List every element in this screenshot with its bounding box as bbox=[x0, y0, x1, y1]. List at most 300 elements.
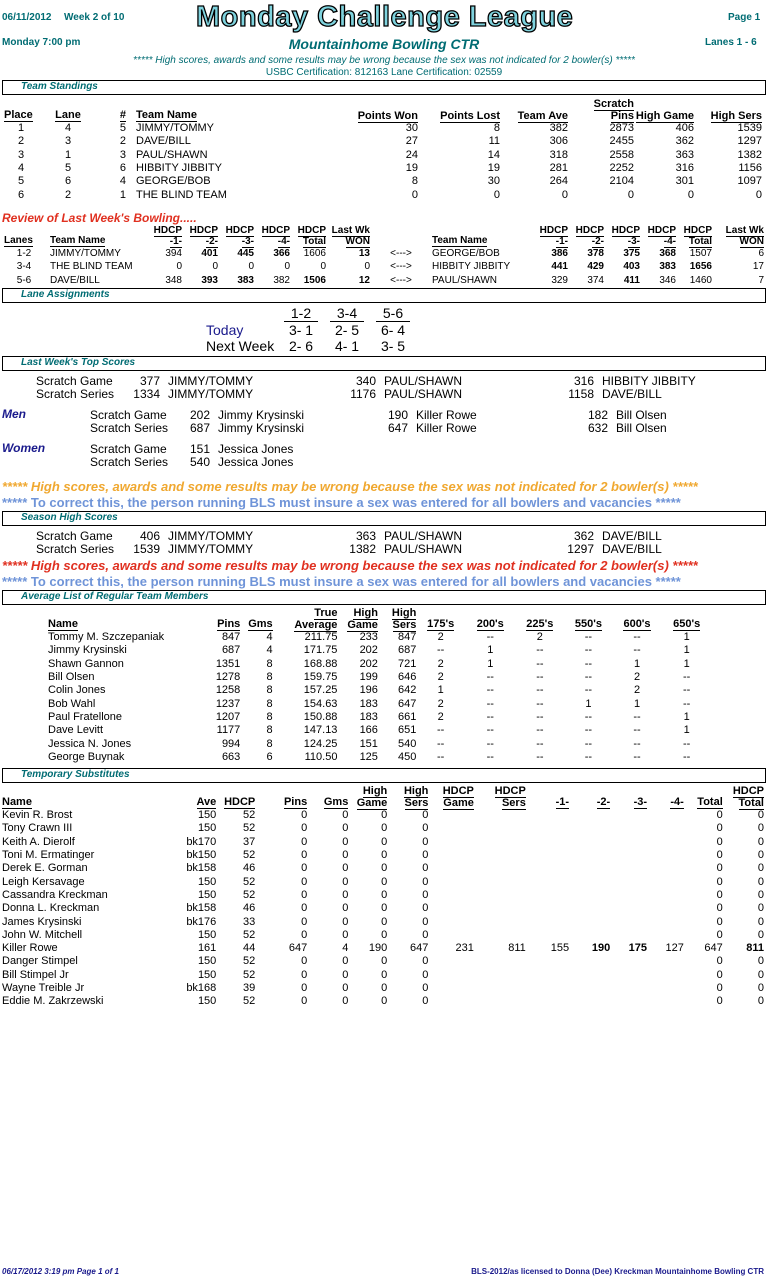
stat-cell bbox=[428, 809, 473, 822]
table-row bbox=[48, 724, 712, 737]
score-cell: 374 bbox=[587, 274, 604, 286]
stat-cell: 0 bbox=[381, 982, 388, 994]
men-label: Men bbox=[2, 407, 26, 421]
stat-cell bbox=[647, 902, 684, 915]
stat-cell: -- bbox=[633, 644, 641, 657]
versus-arrow: <---> bbox=[390, 248, 412, 260]
col-pins: Pins bbox=[217, 618, 241, 630]
score-value: 406 bbox=[139, 529, 160, 543]
stat-cell: 157.25 bbox=[303, 684, 338, 697]
stat-cell: 171.75 bbox=[303, 644, 338, 657]
score-cell: 429 bbox=[587, 261, 604, 273]
temp-subs-section bbox=[2, 768, 766, 783]
versus-arrow: <---> bbox=[390, 274, 412, 286]
stat-cell bbox=[647, 995, 684, 1008]
stat-cell: 1207 bbox=[215, 710, 241, 723]
stat-cell: 1 bbox=[633, 657, 641, 670]
col-hdcp-2: HDCP -2- bbox=[189, 225, 218, 247]
score-value: 1297 bbox=[567, 542, 594, 556]
stat-cell bbox=[474, 862, 526, 875]
stat-cell bbox=[569, 915, 610, 928]
stat-cell: -- bbox=[536, 710, 544, 723]
team-name-cell: HIBBITY JIBBITY bbox=[432, 261, 511, 273]
stat-cell: -- bbox=[584, 724, 593, 737]
stat-cell: 647 bbox=[704, 942, 723, 955]
table-row bbox=[4, 260, 764, 273]
stat-cell: 6 bbox=[266, 750, 273, 763]
stat-cell: -- bbox=[536, 737, 544, 750]
stat-cell: 166 bbox=[359, 724, 378, 737]
sub-name-cell: Donna L. Kreckman bbox=[2, 902, 100, 915]
stat-cell: 0 bbox=[757, 902, 764, 915]
stat-cell: 1237 bbox=[215, 697, 241, 710]
stat-cell: 540 bbox=[398, 737, 417, 750]
stat-cell: bk170 bbox=[186, 835, 217, 848]
bowler-name-cell: Dave Levitt bbox=[48, 724, 104, 737]
stat-cell: 0 bbox=[422, 968, 429, 981]
stat-cell: 0 bbox=[422, 902, 429, 915]
stat-cell: -- bbox=[486, 697, 494, 710]
col-hdcp-game: HDCP Game bbox=[442, 785, 474, 809]
score-value: 687 bbox=[189, 421, 210, 435]
col-scratch-pins: Scratch Pins bbox=[593, 98, 634, 122]
stat-cell: 0 bbox=[716, 822, 723, 835]
next-week-label: Next Week bbox=[206, 338, 275, 354]
score-value: 1158 bbox=[568, 387, 594, 401]
points-won-cell: 27 bbox=[405, 135, 418, 148]
stat-cell: 2 bbox=[437, 671, 444, 684]
stat-cell: 0 bbox=[381, 915, 388, 928]
stat-cell: 0 bbox=[342, 928, 349, 941]
stat-cell: 52 bbox=[243, 809, 256, 822]
points-lost-cell: 8 bbox=[493, 122, 500, 135]
stat-cell bbox=[647, 875, 684, 888]
stat-cell bbox=[526, 809, 569, 822]
week-label: Week 2 of 10 bbox=[64, 12, 125, 23]
score-name: Jimmy Krysinski bbox=[218, 421, 304, 435]
col-225s: 225's bbox=[526, 618, 554, 630]
stat-cell: -- bbox=[633, 710, 641, 723]
score-cell: 394 bbox=[165, 248, 182, 260]
points-won-cell: 19 bbox=[405, 162, 418, 175]
stat-cell: 0 bbox=[757, 835, 764, 848]
lane-cell: 2 bbox=[64, 188, 72, 201]
stat-cell: 231 bbox=[455, 942, 474, 955]
stat-cell: 0 bbox=[422, 849, 429, 862]
lane-cell: 5 bbox=[64, 162, 72, 175]
stat-cell: 52 bbox=[243, 968, 256, 981]
score-value: 377 bbox=[139, 374, 160, 388]
col-hdcp-total: HDCP Total bbox=[732, 785, 764, 809]
col-game-3: -3- bbox=[633, 796, 648, 808]
score-name: JIMMY/TOMMY bbox=[168, 542, 254, 556]
today-label: Today bbox=[206, 322, 244, 338]
stat-cell: -- bbox=[584, 671, 593, 684]
team-name-cell: GEORGE/BOB bbox=[432, 248, 500, 260]
score-name: DAVE/BILL bbox=[602, 529, 662, 543]
next-week-row: 2- 6 4- 1 3- 5 bbox=[288, 338, 406, 354]
col-hdcp: HDCP bbox=[224, 796, 256, 808]
score-value: 316 bbox=[573, 374, 594, 388]
col-high-sers: High Sers bbox=[403, 785, 429, 809]
table-row bbox=[48, 684, 712, 697]
score-name: PAUL/SHAWN bbox=[384, 374, 463, 388]
section-title: Last Week's Top Scores bbox=[21, 357, 136, 368]
stat-cell: 8 bbox=[266, 657, 273, 670]
score-value: 190 bbox=[387, 408, 408, 422]
stat-cell bbox=[474, 969, 526, 982]
stat-cell: 0 bbox=[716, 902, 723, 915]
team-standings-section bbox=[2, 80, 766, 95]
lane-assignments-section bbox=[2, 288, 766, 303]
score-cell: 1606 bbox=[303, 248, 326, 260]
stat-cell: 0 bbox=[757, 982, 764, 994]
stat-cell: 0 bbox=[301, 928, 308, 941]
score-cell: 348 bbox=[165, 274, 182, 286]
report-date: 06/11/2012 bbox=[2, 12, 52, 23]
stat-cell: 1 bbox=[683, 724, 690, 737]
score-name: JIMMY/TOMMY bbox=[168, 529, 254, 543]
score-value: 1539 bbox=[133, 542, 160, 556]
score-value: 632 bbox=[587, 421, 608, 435]
sub-name-cell: Cassandra Kreckman bbox=[2, 888, 108, 901]
table-row bbox=[4, 135, 762, 148]
stat-cell: 2 bbox=[437, 710, 444, 723]
bowler-name-cell: Jimmy Krysinski bbox=[48, 644, 127, 657]
stat-cell bbox=[526, 889, 569, 902]
stat-cell: 0 bbox=[757, 822, 764, 835]
team-name-cell: PAUL/SHAWN bbox=[136, 148, 208, 161]
stat-cell: -- bbox=[486, 750, 494, 763]
col-hdcp-3: HDCP -3- bbox=[225, 225, 254, 247]
stat-cell: 124.25 bbox=[303, 737, 338, 750]
stat-cell bbox=[569, 809, 610, 822]
stat-cell: 0 bbox=[301, 968, 308, 981]
score-cell: 403 bbox=[623, 261, 640, 273]
stat-cell bbox=[647, 955, 684, 968]
stat-cell bbox=[647, 929, 684, 942]
stat-cell: 190 bbox=[591, 942, 611, 955]
high-scores-warning-2: ***** High scores, awards and some results may be wrong because the sex was not indicated for 2 bowler(s) ***** bbox=[2, 558, 698, 573]
stat-cell bbox=[647, 849, 684, 862]
lanes-cell: 3-4 bbox=[16, 261, 32, 273]
table-row bbox=[2, 969, 764, 982]
stat-cell: -- bbox=[536, 724, 544, 737]
stat-cell: 0 bbox=[757, 849, 764, 862]
stat-cell: 0 bbox=[301, 809, 308, 822]
score-value: 363 bbox=[355, 529, 376, 543]
stat-cell: -- bbox=[584, 684, 593, 697]
stat-cell: -- bbox=[486, 684, 494, 697]
footer-right: BLS-2012/as licensed to Donna (Dee) Kreckman Mountainhome Bowling CTR bbox=[471, 1267, 764, 1276]
stat-cell: 0 bbox=[716, 928, 723, 941]
table-row bbox=[2, 822, 764, 835]
stat-cell: 0 bbox=[716, 809, 723, 822]
col-hdcp-total-right: HDCP Total bbox=[683, 225, 712, 247]
score-value: 647 bbox=[387, 421, 408, 435]
sub-name-cell: John W. Mitchell bbox=[2, 928, 83, 941]
stat-cell bbox=[428, 982, 473, 995]
place-cell: 5 bbox=[17, 175, 25, 188]
stat-cell: 994 bbox=[221, 737, 241, 750]
stat-cell: -- bbox=[536, 671, 544, 684]
stat-cell: 2 bbox=[437, 697, 444, 710]
stat-cell bbox=[569, 902, 610, 915]
high-sers-cell: 1097 bbox=[737, 175, 762, 188]
stat-cell: 202 bbox=[359, 657, 378, 670]
bowler-name-cell: Colin Jones bbox=[48, 684, 106, 697]
lanes-cell: 1-2 bbox=[16, 248, 32, 260]
stat-cell bbox=[526, 902, 569, 915]
stat-cell: 0 bbox=[342, 902, 349, 915]
stat-cell bbox=[428, 929, 473, 942]
col-game-1: -1- bbox=[555, 796, 570, 808]
score-cell: 383 bbox=[237, 274, 254, 286]
stat-cell bbox=[647, 862, 684, 875]
high-game-cell: 301 bbox=[675, 175, 694, 188]
stat-cell bbox=[569, 862, 610, 875]
stat-cell bbox=[647, 915, 684, 928]
stat-cell: 687 bbox=[398, 644, 417, 657]
high-game-cell: 406 bbox=[675, 122, 694, 135]
score-name: Jessica Jones bbox=[218, 442, 294, 456]
stat-cell: 155 bbox=[550, 942, 570, 955]
stat-cell: 0 bbox=[422, 875, 429, 888]
stat-cell: 0 bbox=[422, 995, 429, 1008]
stat-cell: -- bbox=[584, 657, 593, 670]
page-label: Page 1 bbox=[728, 12, 761, 23]
stat-cell bbox=[610, 955, 647, 968]
stat-cell: 663 bbox=[221, 750, 241, 763]
table-row bbox=[48, 644, 712, 657]
stat-cell: 1 bbox=[487, 657, 494, 670]
stat-cell: 0 bbox=[301, 888, 308, 901]
team-name-cell: THE BLIND TEAM bbox=[50, 261, 133, 273]
stat-cell bbox=[428, 889, 473, 902]
stat-cell bbox=[647, 889, 684, 902]
points-won-cell: 24 bbox=[405, 148, 418, 161]
stat-cell: -- bbox=[682, 684, 691, 697]
score-name: Bill Olsen bbox=[616, 421, 667, 435]
stat-cell: 39 bbox=[243, 982, 256, 994]
stat-cell: 0 bbox=[301, 982, 308, 994]
stat-cell bbox=[474, 929, 526, 942]
stat-cell bbox=[610, 862, 647, 875]
stat-cell: 1 bbox=[683, 644, 690, 657]
table-row bbox=[48, 697, 712, 710]
stat-cell bbox=[526, 955, 569, 968]
bowler-name-cell: Tommy M. Szczepaniak bbox=[48, 631, 165, 644]
col-ave: Ave bbox=[196, 796, 217, 808]
stat-cell: 0 bbox=[716, 875, 723, 888]
team-number-cell: 4 bbox=[119, 175, 126, 188]
score-label: Scratch Game bbox=[36, 374, 113, 388]
stat-cell: 0 bbox=[301, 915, 308, 928]
stat-cell: 46 bbox=[243, 902, 256, 915]
stat-cell: 190 bbox=[368, 942, 388, 955]
stat-cell: 0 bbox=[422, 888, 429, 901]
stat-cell: bk168 bbox=[186, 982, 217, 994]
stat-cell: 150 bbox=[197, 968, 217, 981]
stat-cell: 0 bbox=[301, 995, 308, 1008]
score-cell: 401 bbox=[201, 248, 218, 260]
table-row bbox=[4, 122, 762, 135]
points-won-cell: 30 bbox=[405, 122, 418, 135]
stat-cell: 0 bbox=[342, 809, 349, 822]
table-row bbox=[4, 247, 764, 260]
stat-cell: -- bbox=[584, 750, 593, 763]
stat-cell: 0 bbox=[716, 955, 723, 968]
score-cell: 441 bbox=[551, 261, 568, 273]
score-cell: 411 bbox=[623, 274, 640, 286]
col-last-wk-won-right: Last Wk WON bbox=[725, 225, 764, 247]
stat-cell: 52 bbox=[243, 875, 256, 888]
col-game-4: -4- bbox=[670, 796, 684, 808]
high-game-cell: 316 bbox=[675, 162, 694, 175]
stat-cell bbox=[647, 969, 684, 982]
table-row bbox=[4, 274, 764, 287]
stat-cell: 52 bbox=[243, 955, 256, 968]
stat-cell: 0 bbox=[381, 835, 388, 848]
lane-cell: 6 bbox=[64, 175, 72, 188]
high-sers-cell: 1382 bbox=[737, 148, 762, 161]
stat-cell: 0 bbox=[381, 888, 388, 901]
team-number-cell: 1 bbox=[119, 188, 126, 201]
stat-cell bbox=[428, 862, 473, 875]
score-cell: 17 bbox=[752, 261, 764, 273]
team-ave-cell: 264 bbox=[549, 175, 568, 188]
table-row bbox=[48, 711, 712, 724]
stat-cell: 0 bbox=[301, 849, 308, 862]
stat-cell: -- bbox=[437, 644, 445, 657]
score-name: JIMMY/TOMMY bbox=[168, 374, 254, 388]
score-cell: 0 bbox=[320, 261, 326, 273]
stat-cell: 651 bbox=[398, 724, 417, 737]
points-won-cell: 0 bbox=[411, 188, 418, 201]
high-sers-cell: 1539 bbox=[737, 122, 762, 135]
team-ave-cell: 382 bbox=[549, 122, 568, 135]
stat-cell: 450 bbox=[398, 750, 417, 763]
score-name: PAUL/SHAWN bbox=[384, 529, 463, 543]
col-lanes: Lanes bbox=[4, 235, 33, 246]
stat-cell: 1 bbox=[437, 684, 444, 697]
col-hdcp-3-right: HDCP -3- bbox=[611, 225, 640, 247]
table-row bbox=[2, 862, 764, 875]
stat-cell: 847 bbox=[221, 631, 241, 644]
score-cell: 1507 bbox=[689, 248, 712, 260]
stat-cell: 0 bbox=[342, 915, 349, 928]
stat-cell bbox=[610, 902, 647, 915]
stat-cell: 847 bbox=[398, 631, 417, 644]
stat-cell bbox=[569, 836, 610, 849]
score-cell: 1506 bbox=[303, 274, 326, 286]
stat-cell bbox=[610, 875, 647, 888]
sub-name-cell: Killer Rowe bbox=[2, 942, 58, 955]
score-cell: 6 bbox=[758, 248, 764, 260]
lane-pair: 3-4 bbox=[330, 305, 364, 322]
stat-cell: 0 bbox=[757, 862, 764, 875]
score-cell: 329 bbox=[551, 274, 568, 286]
col-gms: Gms bbox=[323, 796, 349, 808]
stat-cell: 0 bbox=[342, 995, 349, 1008]
stat-cell: 1 bbox=[683, 710, 690, 723]
review-table bbox=[4, 225, 764, 287]
score-value: 362 bbox=[573, 529, 594, 543]
score-cell: 0 bbox=[248, 261, 254, 273]
table-row bbox=[48, 737, 712, 750]
stat-cell: 0 bbox=[381, 809, 388, 822]
stat-cell: 2 bbox=[633, 671, 641, 684]
table-row bbox=[4, 149, 762, 162]
stat-cell bbox=[569, 955, 610, 968]
stat-cell: 44 bbox=[243, 942, 256, 955]
score-label: Scratch Series bbox=[36, 387, 115, 401]
stat-cell: 721 bbox=[398, 657, 417, 670]
stat-cell bbox=[569, 929, 610, 942]
col-high-sers: High Sers bbox=[710, 110, 762, 122]
high-game-cell: 0 bbox=[687, 188, 694, 201]
stat-cell: 8 bbox=[266, 737, 273, 750]
sub-name-cell: James Krysinski bbox=[2, 915, 82, 928]
stat-cell: 0 bbox=[757, 968, 764, 981]
stat-cell: 0 bbox=[422, 835, 429, 848]
stat-cell bbox=[526, 982, 569, 995]
stat-cell: 127 bbox=[665, 942, 684, 955]
stat-cell: 183 bbox=[359, 697, 378, 710]
stat-cell: -- bbox=[633, 724, 641, 737]
stat-cell: 150.88 bbox=[303, 710, 338, 723]
team-number-cell: 3 bbox=[119, 148, 126, 161]
col-high-game: High Game bbox=[347, 607, 378, 631]
footer-left: 06/17/2012 3:19 pm Page 1 of 1 bbox=[2, 1267, 119, 1276]
col-600s: 600's bbox=[623, 618, 651, 630]
stat-cell: 211.75 bbox=[304, 631, 338, 644]
stat-cell bbox=[526, 849, 569, 862]
col-hdcp-1: HDCP -1- bbox=[153, 225, 182, 247]
stat-cell: 0 bbox=[342, 982, 349, 994]
stat-cell: -- bbox=[486, 737, 494, 750]
stat-cell bbox=[474, 889, 526, 902]
stat-cell: 8 bbox=[266, 724, 273, 737]
stat-cell: 4 bbox=[266, 631, 273, 644]
score-name: DAVE/BILL bbox=[602, 542, 662, 556]
stat-cell: -- bbox=[633, 750, 641, 763]
table-row bbox=[48, 751, 712, 764]
col-hdcp-1-right: HDCP -1- bbox=[539, 225, 568, 247]
score-cell: 13 bbox=[358, 248, 370, 260]
score-value: 1176 bbox=[350, 387, 376, 401]
score-cell: 368 bbox=[659, 248, 676, 260]
stat-cell: -- bbox=[437, 724, 445, 737]
team-ave-cell: 281 bbox=[549, 162, 568, 175]
stat-cell: 2 bbox=[437, 631, 444, 644]
stat-cell bbox=[647, 822, 684, 835]
score-value: 182 bbox=[587, 408, 608, 422]
bowler-name-cell: Shawn Gannon bbox=[48, 657, 124, 670]
score-cell: 12 bbox=[358, 274, 370, 286]
points-lost-cell: 14 bbox=[487, 148, 500, 161]
average-table bbox=[48, 607, 712, 764]
stat-cell: 0 bbox=[342, 875, 349, 888]
stat-cell: -- bbox=[584, 644, 593, 657]
col-pins: Pins bbox=[283, 796, 308, 808]
stat-cell: 647 bbox=[398, 697, 417, 710]
average-list-section bbox=[2, 590, 766, 605]
score-name: HIBBITY JIBBITY bbox=[602, 374, 696, 388]
stat-cell: -- bbox=[486, 631, 494, 644]
lane-pairs bbox=[284, 305, 410, 322]
stat-cell: 0 bbox=[381, 902, 388, 915]
